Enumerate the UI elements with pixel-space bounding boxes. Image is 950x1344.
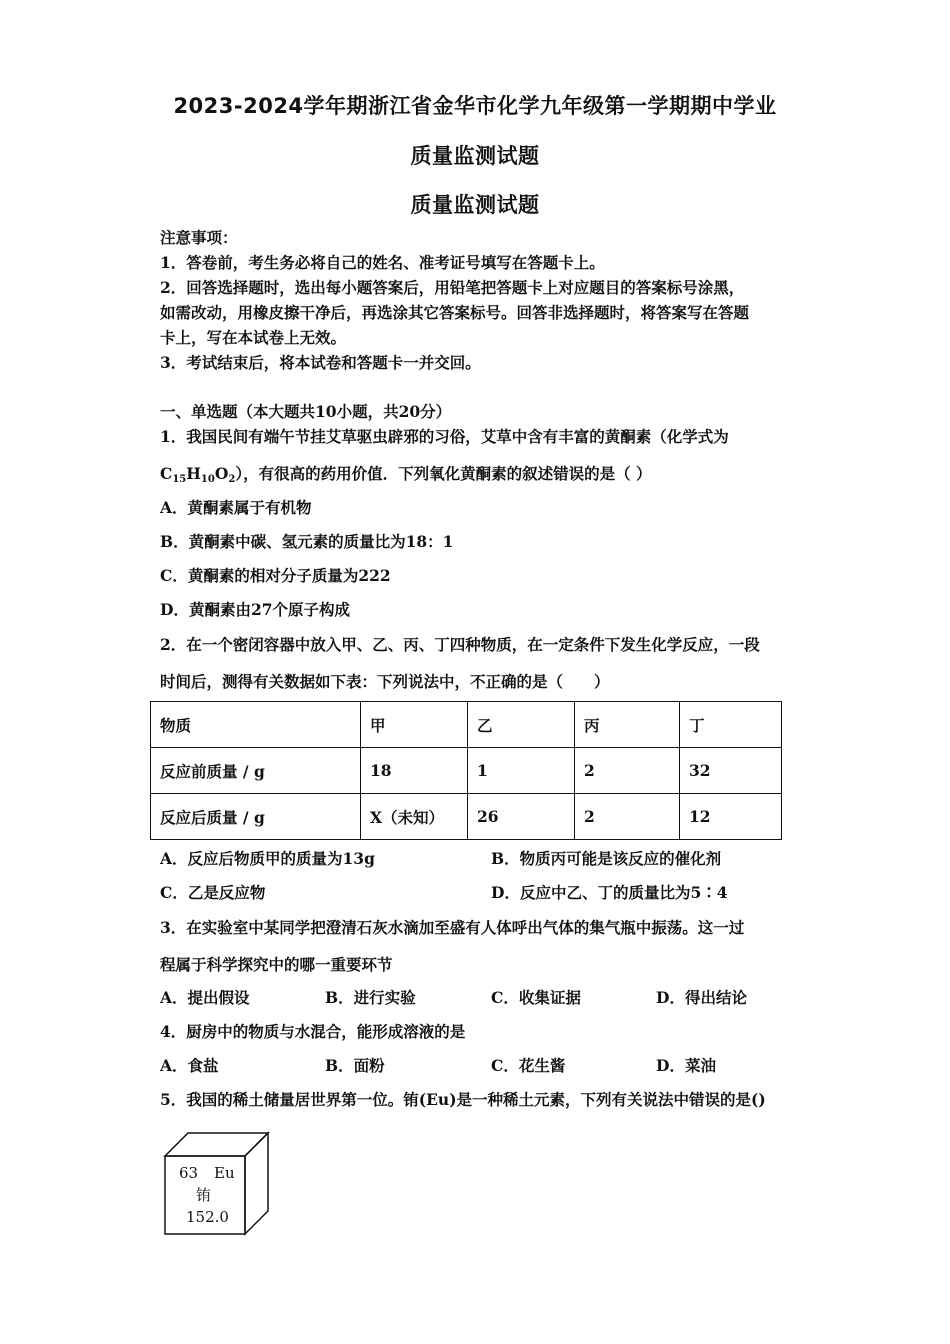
question-4-option-c: C．花生酱 <box>491 1056 566 1075</box>
question-3-stem-line2: 程属于科学探究中的哪一重要环节 <box>160 955 393 974</box>
question-1-stem-line2 <box>160 464 800 484</box>
question-3-option-d: D．得出结论 <box>656 988 747 1007</box>
question-1-option-c: C．黄酮素的相对分子质量为222 <box>160 566 391 585</box>
question-4-option-a: A．食盐 <box>160 1056 219 1075</box>
question-2-stem-line2: 时间后，测得有关数据如下表：下列说法中，不正确的是（ ） <box>160 672 610 691</box>
notice-item: 3．考试结束后，将本试卷和答题卡一并交回。 <box>160 353 481 372</box>
question-4-option-b: B．面粉 <box>325 1056 385 1075</box>
question-4-stem: 4．厨房中的物质与水混合，能形成溶液的是 <box>160 1022 466 1041</box>
formula-h: H <box>186 464 201 483</box>
element-atomic-mass: 152.0 <box>186 1208 229 1226</box>
notice-heading: 注意事项： <box>160 228 238 247</box>
question-5-stem: 5．我国的稀土储量居世界第一位。铕(Eu)是一种稀土元素，下列有关说法中错误的是() <box>160 1090 766 1109</box>
table-cell: 反应前质量 / g <box>151 748 361 794</box>
question-1-stem-rest: ），有很高的药用价值．下列氧化黄酮素的叙述错误的是（ ） <box>235 464 652 483</box>
question-3-option-c: C．收集证据 <box>491 988 581 1007</box>
table-cell: X（未知） <box>361 794 468 840</box>
notice-item: 1．答卷前，考生务必将自己的姓名、准考证号填写在答题卡上。 <box>160 253 605 272</box>
question-2-option-d: D．反应中乙、丁的质量比为5∶4 <box>491 883 728 902</box>
table-cell: 32 <box>680 748 782 794</box>
table-cell: 2 <box>575 748 680 794</box>
formula-o-subscript: 2 <box>228 474 236 485</box>
question-1-option-d: D．黄酮素由27个原子构成 <box>160 600 351 619</box>
notice-item: 如需改动，用橡皮擦干净后，再选涂其它答案标号。回答非选择题时，将答案写在答题 <box>160 303 750 322</box>
reaction-data-table <box>150 701 782 840</box>
element-name: 铕 <box>196 1186 212 1204</box>
section-heading: 一、单选题（本大题共10小题，共20分） <box>160 402 452 421</box>
question-4-option-d: D．菜油 <box>656 1056 716 1075</box>
question-3-option-b: B．进行实验 <box>325 988 416 1007</box>
formula-c: C <box>160 464 173 483</box>
question-2-option-c: C．乙是反应物 <box>160 883 266 902</box>
formula-h-subscript: 10 <box>200 474 215 485</box>
table-cell: 18 <box>361 748 468 794</box>
question-3-option-a: A．提出假设 <box>160 988 250 1007</box>
table-cell: 反应后质量 / g <box>151 794 361 840</box>
table-cell: 甲 <box>361 702 468 748</box>
table-row <box>151 702 782 748</box>
question-2-stem: 2．在一个密闭容器中放入甲、乙、丙、丁四种物质，在一定条件下发生化学反应，一段 <box>160 635 760 654</box>
question-1-stem: 1．我国民间有端午节挂艾草驱虫辟邪的习俗，艾草中含有丰富的黄酮素（化学式为 <box>160 427 729 446</box>
exam-title-line3: 质量监测试题 <box>410 193 540 217</box>
table-row <box>151 794 782 840</box>
question-2-option-a: A．反应后物质甲的质量为13g <box>160 849 375 868</box>
table-cell: 26 <box>468 794 575 840</box>
formula-c-subscript: 15 <box>172 474 187 485</box>
table-cell: 2 <box>575 794 680 840</box>
question-2-option-b: B．物质丙可能是该反应的催化剂 <box>491 849 722 868</box>
notice-item: 2．回答选择题时，选出每小题答案后，用铅笔把答题卡上对应题目的答案标号涂黑， <box>160 278 745 297</box>
exam-title-line2: 质量监测试题 <box>410 144 540 168</box>
table-cell: 丁 <box>680 702 782 748</box>
element-symbol: Eu <box>214 1164 235 1182</box>
notice-item: 卡上，写在本试卷上无效。 <box>160 328 347 347</box>
question-1-option-b: B．黄酮素中碳、氢元素的质量比为18：1 <box>160 532 454 551</box>
table-cell: 物质 <box>151 702 361 748</box>
element-atomic-number: 63 <box>179 1164 199 1182</box>
table-cell: 乙 <box>468 702 575 748</box>
question-1-option-a: A．黄酮素属于有机物 <box>160 498 312 517</box>
question-3-stem: 3．在实验室中某同学把澄清石灰水滴加至盛有人体呼出气体的集气瓶中振荡。这一过 <box>160 918 745 937</box>
formula-o: O <box>214 464 229 483</box>
table-row <box>151 748 782 794</box>
table-cell: 丙 <box>575 702 680 748</box>
table-cell: 1 <box>468 748 575 794</box>
exam-title-line1: 2023-2024学年期浙江省金华市化学九年级第一学期期中学业 <box>173 94 777 118</box>
table-cell: 12 <box>680 794 782 840</box>
